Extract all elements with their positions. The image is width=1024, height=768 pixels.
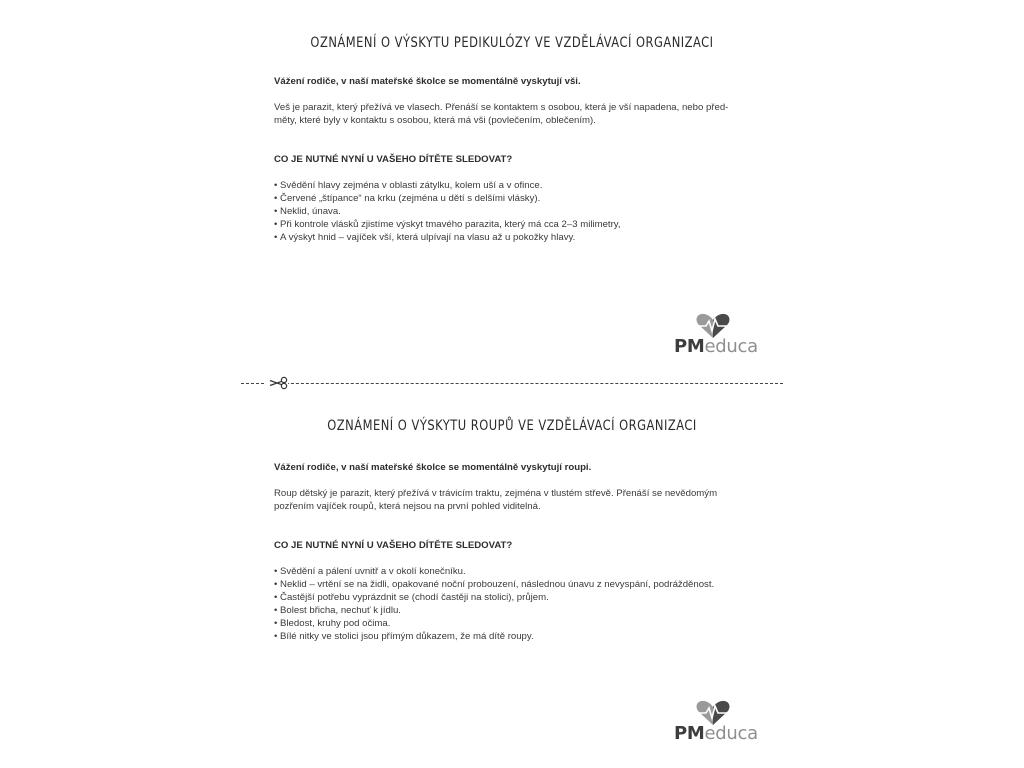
list-item: • Bledost, kruhy pod očima.	[274, 617, 774, 630]
pmeduca-logo	[672, 313, 762, 361]
lice-description-line-2: měty, které byly v kontaktu s osobou, která má vši (povlečením, oblečením).	[274, 115, 596, 126]
list-item: • Neklid, únava.	[274, 205, 774, 218]
list-item: • Při kontrole vlásků zjistíme výskyt tmavého parazita, který má cca 2–3 milimetry,	[274, 218, 774, 231]
scissors-icon	[264, 376, 288, 390]
lice-notice-body	[274, 75, 774, 244]
list-item: • Svědění a pálení uvnitř a v okolí konečníku.	[274, 565, 774, 578]
pinworm-greeting: Vážení rodiče, v naší mateřské školce se momentálně vyskytují roupi.	[274, 462, 592, 473]
cut-line-divider	[241, 383, 783, 385]
pinworm-notice-title: OZNÁMENÍ O VÝSKYTU ROUPŮ VE VZDĚLÁVACÍ ORGANIZACI	[327, 418, 697, 434]
list-item: • Červené „štípance“ na krku (zejména u dětí s delšími vlásky).	[274, 192, 774, 205]
list-item: • Neklid – vrtění se na židli, opakované noční probouzení, následnou únavu z nevyspání, podrážděnost.	[274, 578, 774, 591]
lice-description-line-1: Veš je parazit, který přežívá ve vlasech. Přenáší se kontaktem s osobou, která je vší napadena, nebo před-	[274, 102, 729, 113]
logo-text-pm: PM	[674, 336, 705, 357]
logo-wordmark	[674, 336, 758, 357]
pmeduca-logo	[672, 700, 762, 748]
pinworm-description-line-1: Roup dětský je parazit, který přežívá v trávicím traktu, zejména v tlustém střevě. Přenáší se nevědomým	[274, 488, 718, 499]
list-item: • Bolest břicha, nechuť k jídlu.	[274, 604, 774, 617]
list-item: • A výskyt hnid – vajíček vší, která ulpívají na vlasu až u pokožky hlavy.	[274, 231, 774, 244]
list-item: • Svědění hlavy zejména v oblasti zátylku, kolem uší a v ofince.	[274, 179, 774, 192]
lice-question: CO JE NUTNÉ NYNÍ U VAŠEHO DÍTĚTE SLEDOVAT?	[274, 154, 513, 165]
pinworm-notice-body	[274, 461, 774, 643]
lice-symptom-list	[274, 179, 774, 244]
logo-text-pm: PM	[674, 723, 705, 744]
pinworm-question: CO JE NUTNÉ NYNÍ U VAŠEHO DÍTĚTE SLEDOVAT?	[274, 540, 513, 551]
list-item: • Bílé nitky ve stolici jsou přímým důkazem, že má dítě roupy.	[274, 630, 774, 643]
list-item: • Častější potřebu vyprázdnit se (chodí častěji na stolici), průjem.	[274, 591, 774, 604]
logo-text-educa: educa	[704, 723, 758, 744]
logo-wordmark	[674, 723, 758, 744]
lice-greeting: Vážení rodiče, v naší mateřské školce se momentálně vyskytují vši.	[274, 76, 581, 87]
pinworm-symptom-list	[274, 565, 774, 643]
lice-notice-title: OZNÁMENÍ O VÝSKYTU PEDIKULÓZY VE VZDĚLÁVACÍ ORGANIZACI	[310, 35, 714, 51]
pinworm-description-line-2: pozřením vajíček roupů, která nejsou na první pohled viditelná.	[274, 501, 541, 512]
logo-text-educa: educa	[704, 336, 758, 357]
